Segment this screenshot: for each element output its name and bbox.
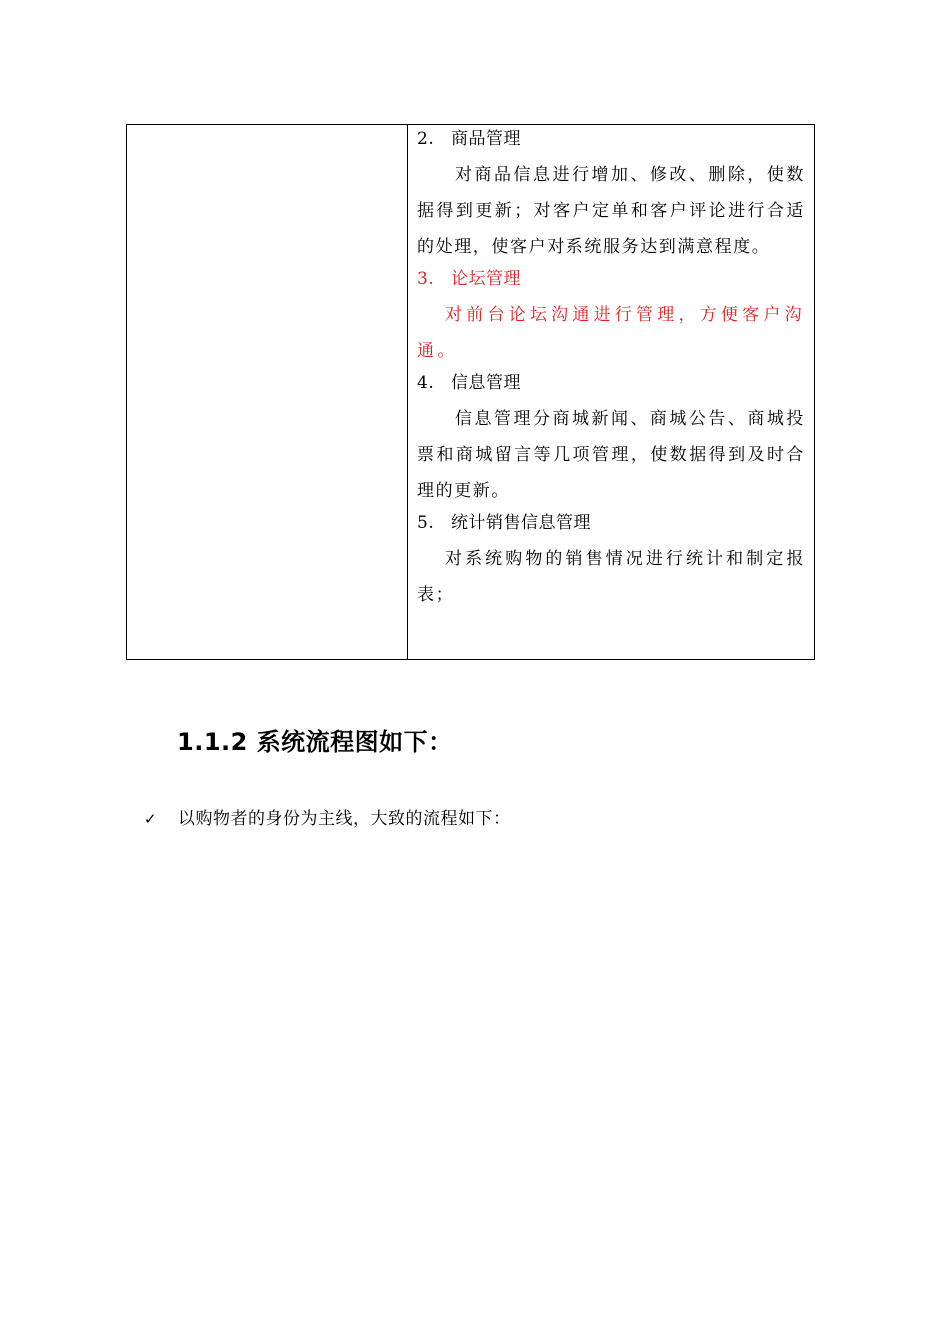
table-left-cell <box>127 125 408 659</box>
item-heading-5 <box>417 505 805 541</box>
item-heading-3 <box>417 261 805 297</box>
item-title: 信息管理 <box>451 373 521 393</box>
content-table <box>126 124 815 660</box>
bullet-item <box>144 804 511 834</box>
item-title: 论坛管理 <box>451 269 521 289</box>
item-body-3: 对前台论坛沟通进行管理，方便客户沟通。 <box>417 305 805 361</box>
item-title: 统计销售信息管理 <box>451 513 591 533</box>
item-number: 3. <box>417 269 435 289</box>
item-number: 5. <box>417 513 435 533</box>
table-right-cell <box>408 125 814 659</box>
item-body-5: 对系统购物的销售情况进行统计和制定报表； <box>417 549 805 605</box>
checkmark-icon: ✓ <box>144 810 158 828</box>
item-number: 2. <box>417 129 435 149</box>
item-number: 4. <box>417 373 435 393</box>
item-body-2: 对商品信息进行增加、修改、删除，使数据得到更新；对客户定单和客户评论进行合适的处理，使客户对系统服务达到满意程度。 <box>417 165 805 257</box>
bullet-text: 以购物者的身份为主线，大致的流程如下： <box>178 809 511 829</box>
item-heading-2 <box>417 121 805 157</box>
item-heading-4 <box>417 365 805 401</box>
item-body-4: 信息管理分商城新闻、商城公告、商城投票和商城留言等几项管理，使数据得到及时合理的更新。 <box>417 409 805 501</box>
section-heading: 1.1.2 系统流程图如下： <box>177 728 453 756</box>
item-title: 商品管理 <box>451 129 521 149</box>
